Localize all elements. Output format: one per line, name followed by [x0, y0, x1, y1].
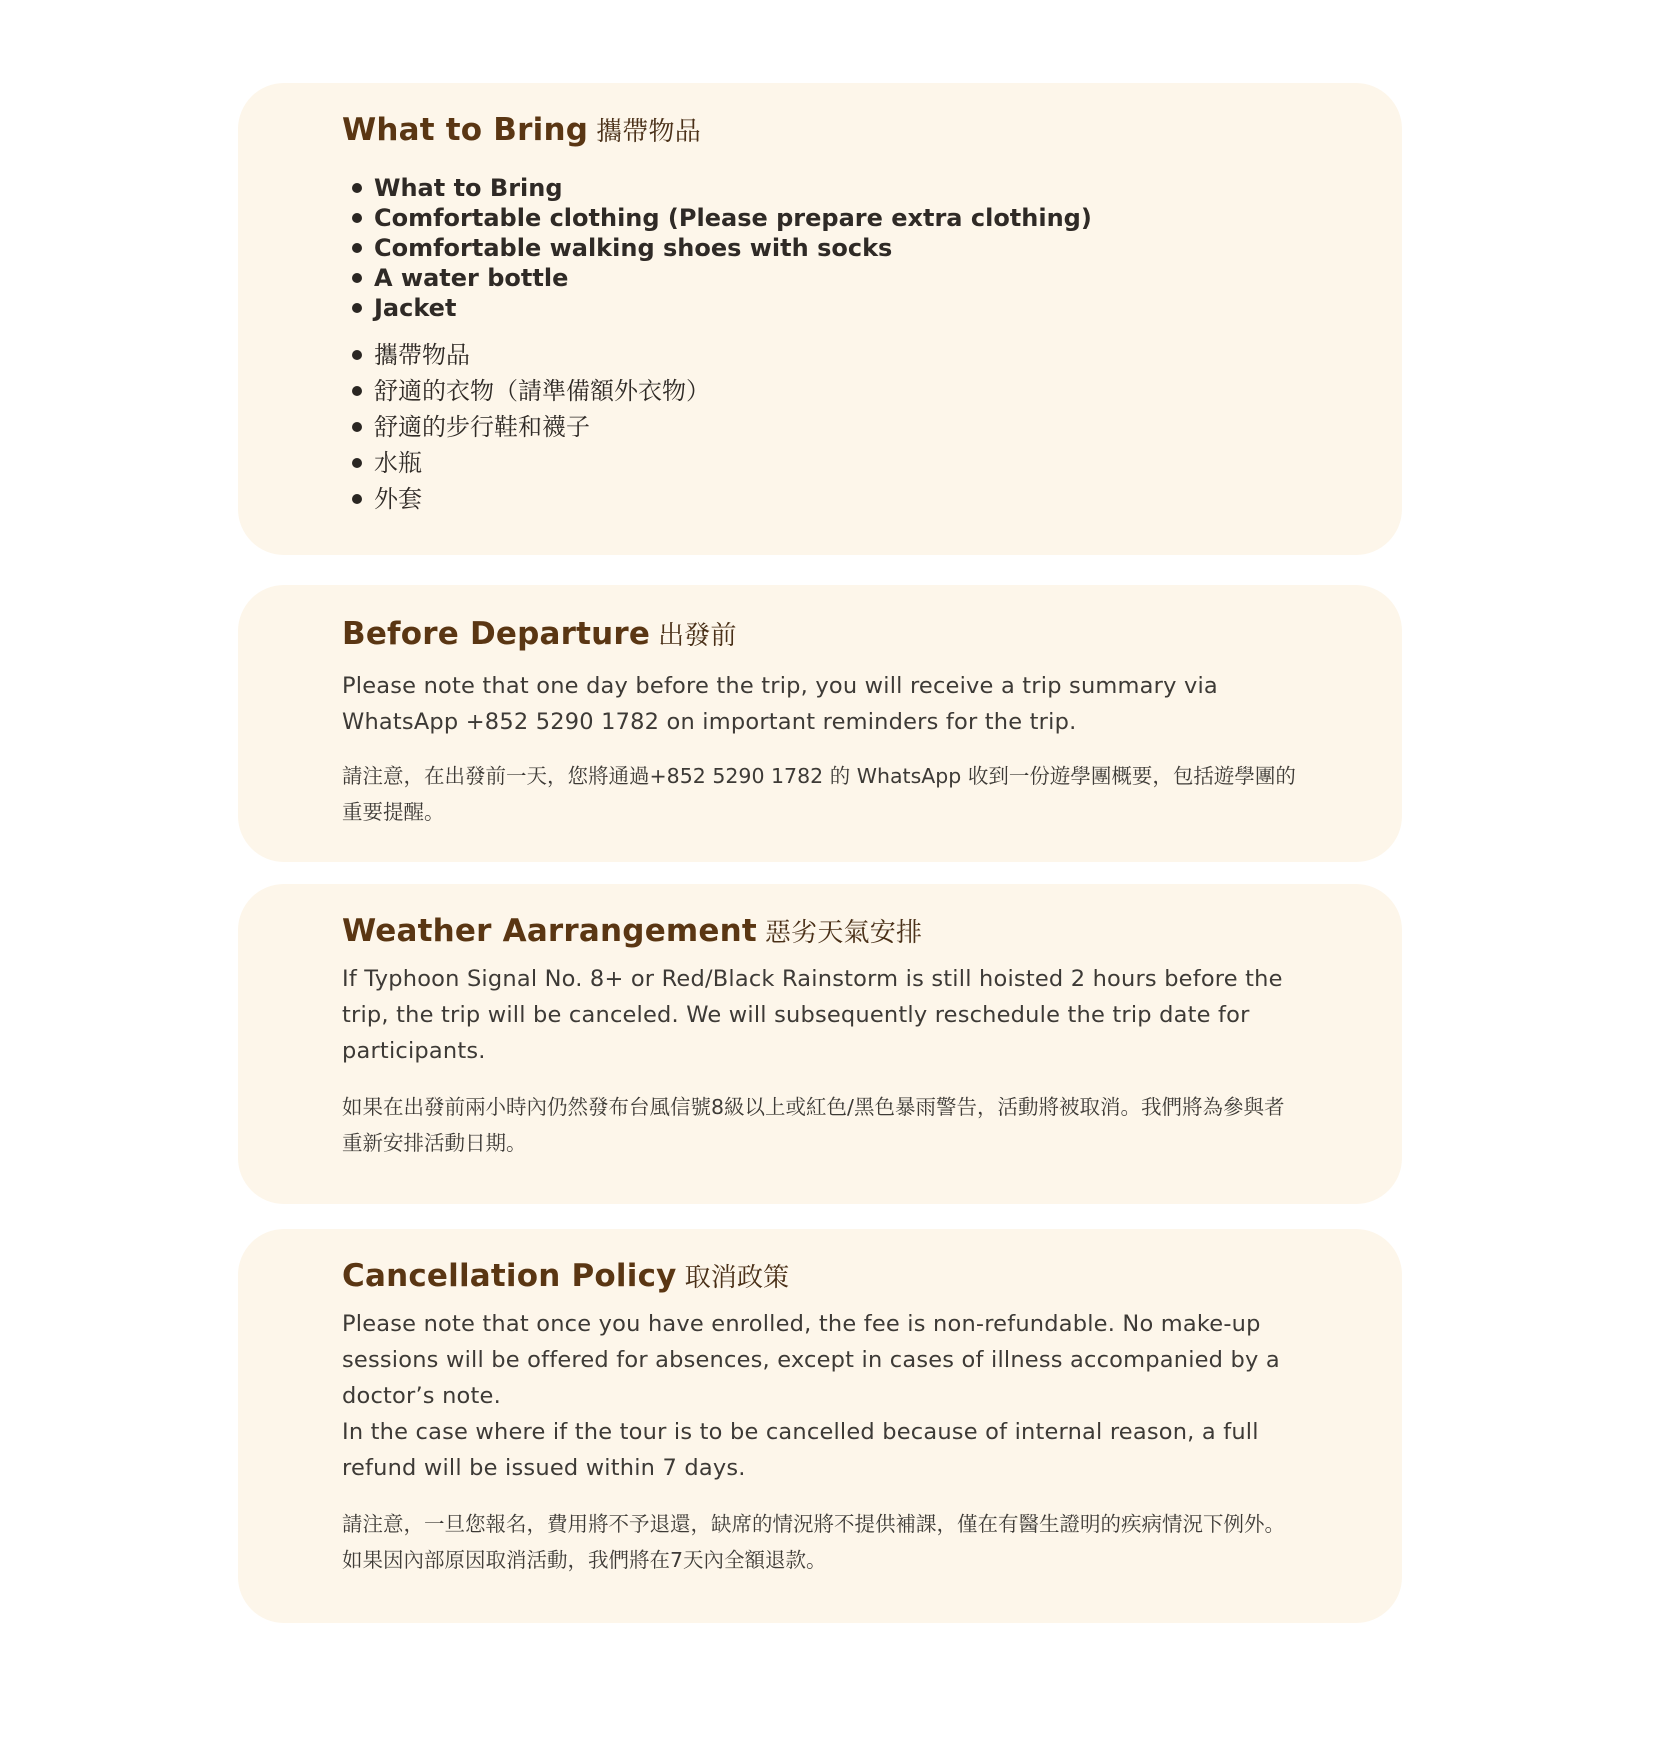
before-departure-title-en: Before Departure [342, 616, 651, 652]
before-departure-body-en: Please note that one day before the trip, you will receive a trip summary via WhatsApp +852 5290 1782 on important reminders for the trip. [342, 673, 1218, 735]
weather-arrangement-title [342, 884, 1302, 949]
what-to-bring-title-en: What to Bring [342, 112, 589, 148]
cancellation-policy-title-en: Cancellation Policy [342, 1258, 677, 1294]
list-item: 水瓶 [342, 445, 1302, 481]
list-item: 外套 [342, 481, 1302, 517]
cancellation-policy-card [238, 1229, 1402, 1623]
list-item: 舒適的步行鞋和襪子 [342, 409, 1302, 445]
what-to-bring-list-zh [342, 337, 1302, 517]
before-departure-title-zh: 出發前 [658, 621, 737, 651]
cancellation-policy-body-en-2: In the case where if the tour is to be cancelled because of internal reason, a full refund will be issued within 7 days. [342, 1419, 1259, 1481]
before-departure-title [342, 585, 1302, 652]
cancellation-policy-body-zh: 請注意，一旦您報名，費用將不予退還，缺席的情況將不提供補課，僅在有醫生證明的疾病情況下例外。如果因內部原因取消活動，我們將在7天內全額退款。 [342, 1512, 1285, 1572]
weather-arrangement-title-en: Weather Aarrangement [342, 913, 757, 949]
weather-arrangement-body-zh: 如果在出發前兩小時內仍然發布台風信號8級以上或紅色/黑色暴雨警告，活動將被取消。我們將為參與者重新安排活動日期。 [342, 1095, 1285, 1155]
list-item: 舒適的衣物（請準備額外衣物） [342, 373, 1302, 409]
cancellation-policy-title [342, 1229, 1302, 1294]
list-item: A water bottle [342, 263, 1302, 293]
before-departure-body-zh: 請注意，在出發前一天，您將通過+852 5290 1782 的 WhatsApp 收到一份遊學團概要，包括遊學團的重要提醒。 [342, 764, 1296, 824]
weather-arrangement-body-en: If Typhoon Signal No. 8+ or Red/Black Rainstorm is still hoisted 2 hours before the trip, the trip will be canceled. We will subsequently reschedule the trip date for participants. [342, 966, 1283, 1064]
cancellation-policy-title-zh: 取消政策 [684, 1263, 790, 1293]
cancellation-policy-body-en-1: Please note that once you have enrolled, the fee is non-refundable. No make-up sessions will be offered for absences, except in cases of illness accompanied by a doctor’s note. [342, 1311, 1280, 1409]
what-to-bring-list-en [342, 173, 1302, 323]
list-item: 攜帶物品 [342, 337, 1302, 373]
weather-arrangement-title-zh: 惡劣天氣安排 [764, 918, 923, 948]
what-to-bring-title [342, 83, 1302, 148]
weather-arrangement-card [238, 884, 1402, 1204]
before-departure-card [238, 585, 1402, 862]
list-item: Comfortable clothing (Please prepare extra clothing) [342, 203, 1302, 233]
list-item: Jacket [342, 293, 1302, 323]
list-item: Comfortable walking shoes with socks [342, 233, 1302, 263]
list-item: What to Bring [342, 173, 1302, 203]
what-to-bring-card [238, 83, 1402, 555]
what-to-bring-title-zh: 攜帶物品 [596, 117, 701, 147]
